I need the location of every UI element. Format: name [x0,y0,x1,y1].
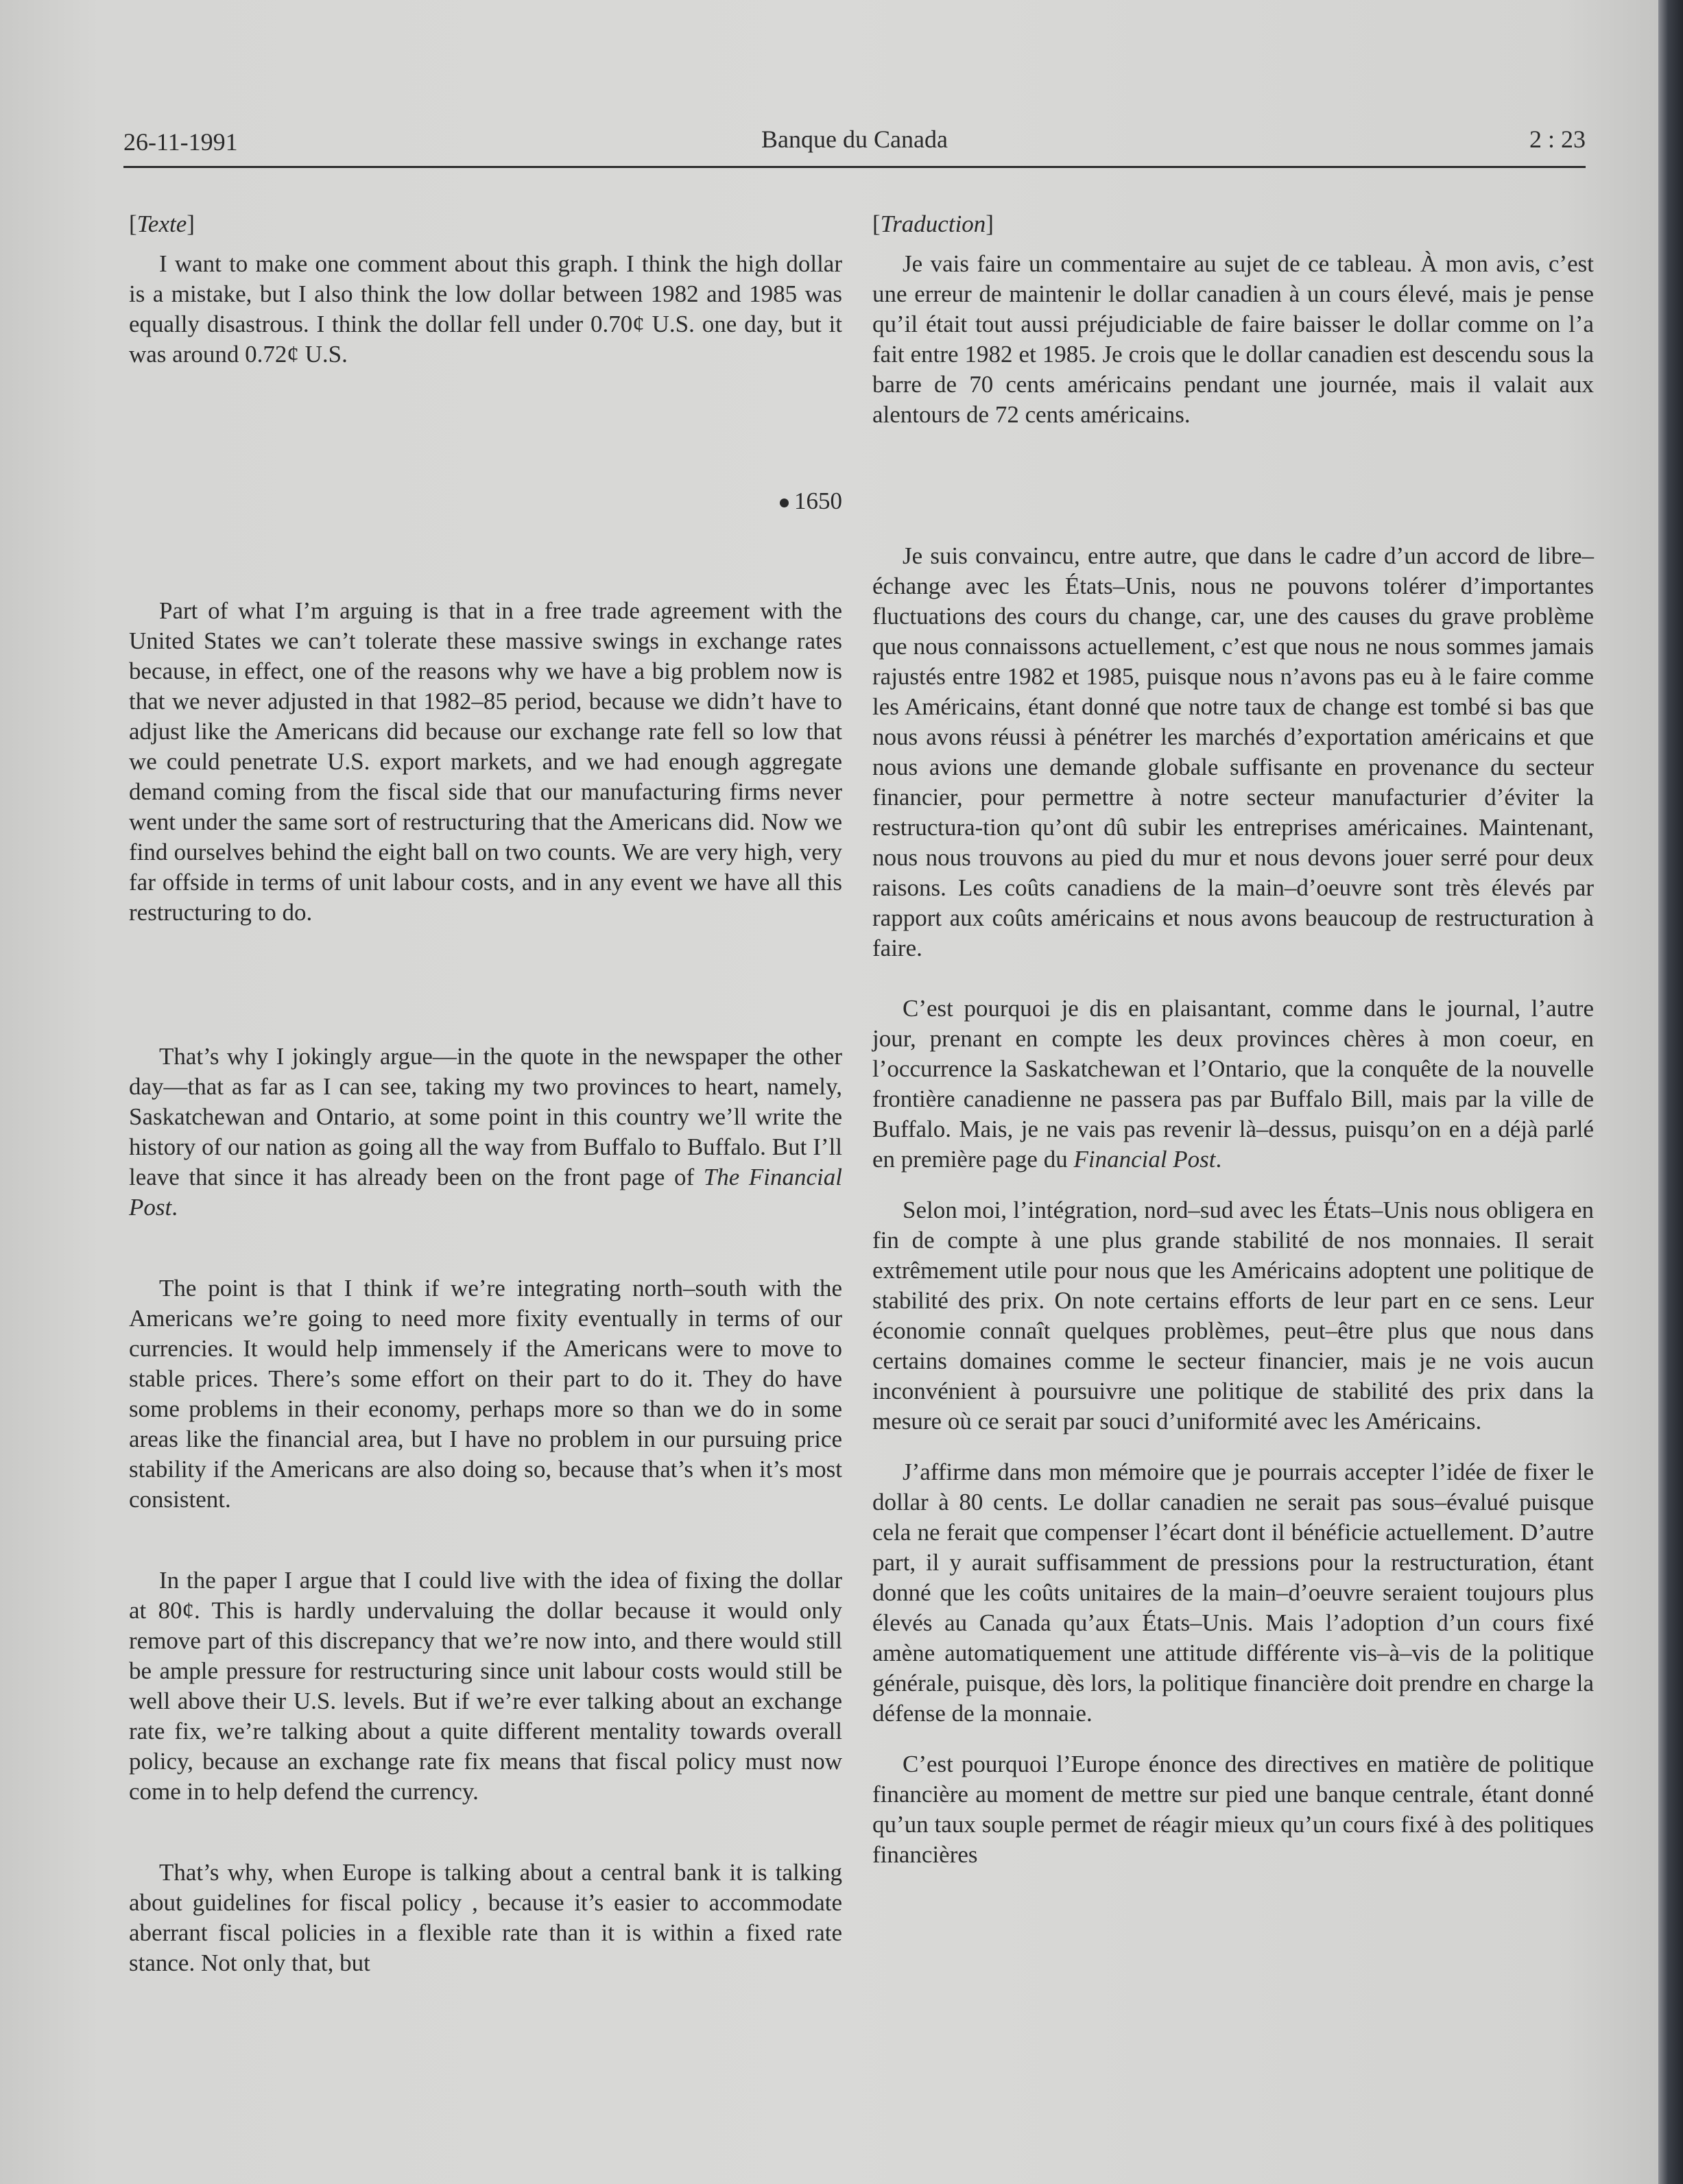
header-date: 26-11-1991 [123,128,238,156]
paragraph: J’affirme dans mon mémoire que je pourrais accepter l’idée de fixer le dollar à 80 cents. Le dollar canadien ne serait pas sous–évalué puisque cela ne ferait que compenser l’écart dont il bénéficie actuellement. D’autre part, il y aurait suffisamment de pressions pour la restructuration, étant donné que les coûts unitaires de la main–d’oeuvre seraient toujours plus élevés au Canada qu’aux États–Unis. Mais l’adoption d’un cours fixé amène automatiquement une attitude différente vis–à–vis de la politique générale, puisque, dès lors, la politique financière doit prendre en charge la défense de la monnaie. [872,1459,1594,1727]
paragraph: Part of what I’m arguing is that in a free trade agreement with the United States we can’t tolerate these massive swings in exchange rates because, in effect, one of the reasons why we have a big problem now is that we never adjusted in that 1982–85 period, because we didn’t have to adjust like the Americans did because our exchange rate fell so low that we could penetrate U.S. export markets, and we had enough aggregate demand coming from the fiscal side that our manufacturing firms never went under the same sort of restructuring that the Americans did. Now we find ourselves behind the eight ball on two counts. We are very high, very far offside in terms of unit labour costs, and in any event we have all this restructuring to do. [129,597,842,926]
paragraph [129,1042,842,1223]
paragraph: I want to make one comment about this graph. I think the high dollar is a mistake, but I also think the low dollar between 1982 and 1985 was equally disastrous. I think the dollar fell under 0.70¢ U.S. one day, but it was around 0.72¢ U.S. [129,250,842,368]
marker-text: 1650 [794,488,842,514]
paragraph: In the paper I argue that I could live with the idea of fixing the dollar at 80¢. This is hardly undervaluing the dollar because it would only remove part of this discrepancy that we’re now into, and there would still be ample pressure for restructuring since unit labour costs would still be well above their U.S. levels. But if we’re ever talking about an exchange rate fix, we’re talking about a quite different mentality towards overall policy, because an exchange rate fix means that fiscal policy must now come in to help defend the currency. [129,1567,842,1805]
label-text: Texte [136,211,187,237]
column-label: [Traduction] [872,211,994,237]
paragraph-end: . [171,1194,178,1221]
paragraph: Je vais faire un commentaire au sujet de ce tableau. À mon avis, c’est une erreur de maintenir le dollar canadien à un cours élevé, mais je pense qu’il était tout aussi préjudiciable de faire baisser le dollar comme on l’a fait entre 1982 et 1985. Je crois que le dollar canadien est descendu sous la barre de 70 cents américains pendant une journée, mais il valait aux alentours de 72 cents américains. [872,250,1594,428]
header-title: Banque du Canada [761,125,948,153]
paragraph-end: . [1215,1146,1222,1173]
paragraph: The point is that I think if we’re integrating north–south with the Americans we’re going to need more fixity eventually in terms of our currencies. It would help immensely if the Americans were to move to stable prices. There’s some effort on their part to do it. They do have some problems in their economy, perhaps more so than we do in some areas like the financial area, but I have no problem in our pursuing price stability if the Americans are also doing so, because that’s when it’s most consistent. [129,1275,842,1513]
column-label: [Texte] [129,211,195,237]
paragraph-text: That’s why I jokingly argue—in the quote in the newspaper the other day—that as far as I can see, taking my two provinces to heart, namely, Saskatchewan and Ontario, at some point in this country we’ll write the history of our nation as going all the way from Buffalo to Buffalo. But I’ll leave that since it has already been on the front page of [129,1043,842,1190]
english-column [129,209,842,1978]
paragraph: Je suis convaincu, entre autre, que dans le cadre d’un accord de libre–échange avec les États–Unis, nous ne pouvons tolérer d’importantes fluctuations des cours du change, car, une des causes du grave problème que nous connaissons actuellement, c’est que nous ne nous sommes jamais rajustés entre 1982 et 1985, puisque nous n’avons pas eu à le faire comme les Américains, étant donné que notre taux de change est tombé si bas que nous avons réussi à pénétrer les marchés d’exportation américains et que nous avions une demande globale suffisante en provenance du secteur financier, pour permettre à notre secteur manufacturier d’éviter la restructura-tion qu’ont dû subir les entreprises américaines. Maintenant, nous nous trouvons au pied du mur et nous devons jouer serré pour deux raisons. Les coûts canadiens de la main–d’oeuvre sont très élevés par rapport aux coûts américains et nous avons beaucoup de restructuration à faire. [872,542,1594,961]
label-text: Traduction [880,211,986,237]
sitting-time-marker [129,486,842,516]
binder-edge [1658,0,1683,2184]
paragraph-text: C’est pourquoi je dis en plaisantant, comme dans le journal, l’autre jour, prenant en compte les deux provinces chères à mon coeur, en l’occurrence la Saskatchewan et l’Ontario, que la conquête de la nouvelle frontière canadienne ne passera pas par Buffalo Bill, mais par la ville de Buffalo. Mais, je ne vais pas revenir là–dessus, puisqu’on en a déjà parlé en première page du [872,995,1594,1173]
publication-title: The Financial Post [129,1164,842,1221]
paragraph [872,994,1594,1175]
bullet-icon [780,499,789,507]
french-column [872,209,1594,1870]
paragraph: Selon moi, l’intégration, nord–sud avec les États–Unis nous obligera en fin de compte à une plus grande stabilité de nos monnaies. Il serait extrêmement utile pour nous que les Américains adoptent une politique de stabilité des prix. On note certains efforts de leur part en ce sens. Leur économie connaît quelques problèmes, peut–être plus que nous dans certains domaines comme le secteur financier, mais je ne vois aucun inconvénient à poursuivre une politique de stabilité des prix dans la mesure où ce serait par souci d’uniformité avec les Américains. [872,1197,1594,1435]
publication-title: Financial Post [1073,1146,1216,1173]
page-header [123,125,1586,168]
paragraph: C’est pourquoi l’Europe énonce des directives en matière de politique financière au moment de mettre sur pied une banque centrale, étant donné qu’un taux souple permet de réagir mieux qu’un cours fixé à des politiques financières [872,1751,1594,1868]
header-page-number: 2 : 23 [1529,125,1586,153]
paragraph: That’s why, when Europe is talking about a central bank it is talking about guidelines for fiscal policy , because it’s easier to accommodate aberrant fiscal policies in a flexible rate than it is within a fixed rate stance. Not only that, but [129,1859,842,1976]
